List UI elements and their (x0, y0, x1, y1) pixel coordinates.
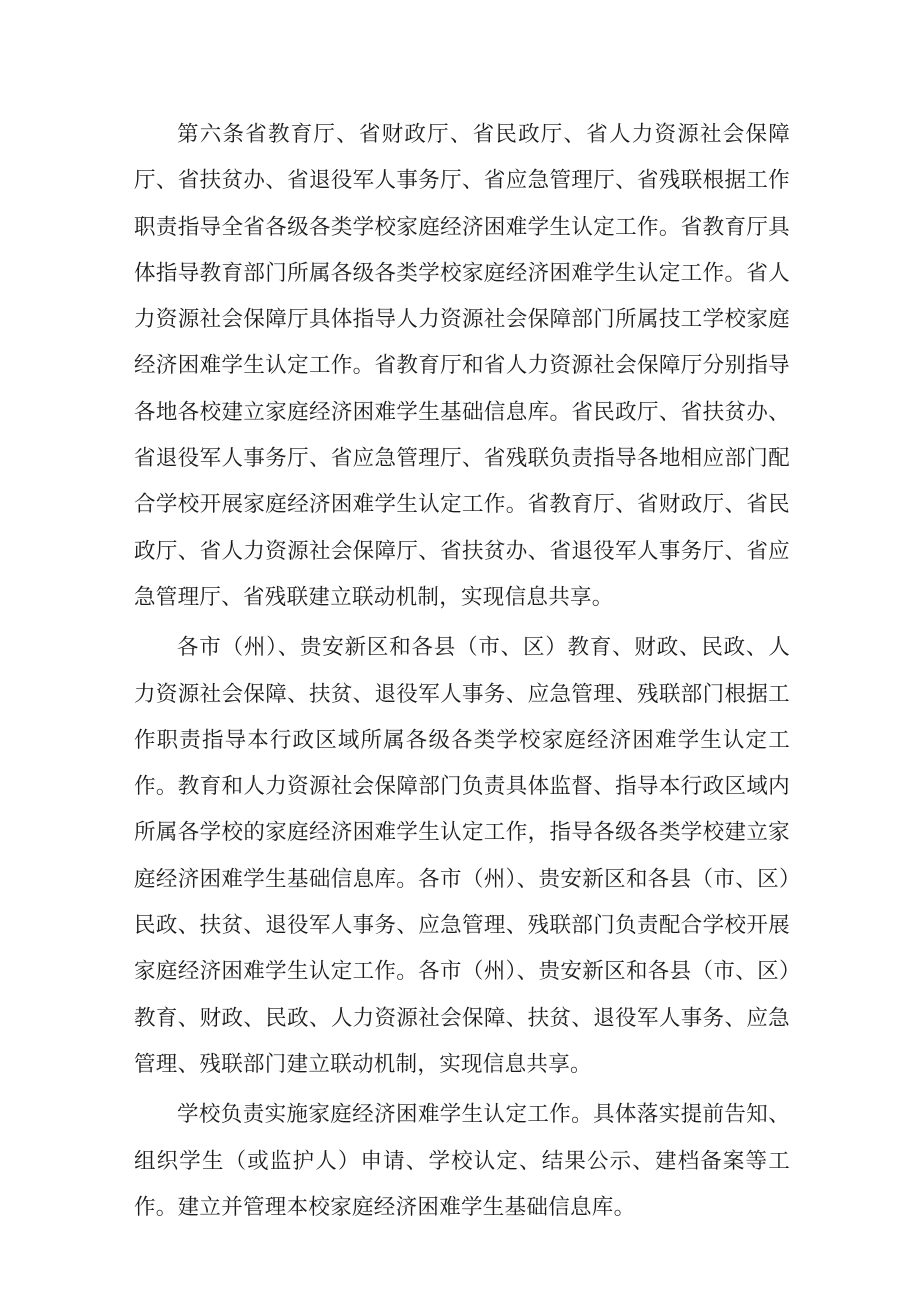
paragraph-school-responsibility: 学校负责实施家庭经济困难学生认定工作。具体落实提前告知、组织学生（或监护人）申请、学校认定、结果公示、建档备案等工作。建立并管理本校家庭经济困难学生基础信息库。 (134, 1102, 790, 1220)
paragraph-article-6: 第六条省教育厅、省财政厅、省民政厅、省人力资源社会保障厅、省扶贫办、省退役军人事务厅、省应急管理厅、省残联根据工作职责指导全省各级各类学校家庭经济困难学生认定工作。省教育厅具体指导教育部门所属各级各类学校家庭经济困难学生认定工作。省人力资源社会保障厅具体指导人力资源社会保障部门所属技工学校家庭经济困难学生认定工作。省教育厅和省人力资源社会保障厅分别指导各地各校建立家庭经济困难学生基础信息库。省民政厅、省扶贫办、省退役军人事务厅、省应急管理厅、省残联负责指导各地相应部门配合学校开展家庭经济困难学生认定工作。省教育厅、省财政厅、省民政厅、省人力资源社会保障厅、省扶贫办、省退役军人事务厅、省应急管理厅、省残联建立联动机制，实现信息共享。 (134, 122, 790, 610)
paragraph-local-departments: 各市（州）、贵安新区和各县（市、区）教育、财政、民政、人力资源社会保障、扶贫、退役军人事务、应急管理、残联部门根据工作职责指导本行政区域所属各级各类学校家庭经济困难学生认定工作。教育和人力资源社会保障部门负责具体监督、指导本行政区域内所属各学校的家庭经济困难学生认定工作，指导各级各类学校建立家庭经济困难学生基础信息库。各市（州）、贵安新区和各县（市、区）民政、扶贫、退役军人事务、应急管理、残联部门负责配合学校开展家庭经济困难学生认定工作。各市（州）、贵安新区和各县（市、区）教育、财政、民政、人力资源社会保障、扶贫、退役军人事务、应急管理、残联部门建立联动机制，实现信息共享。 (134, 635, 790, 1077)
document-body (134, 112, 790, 1235)
